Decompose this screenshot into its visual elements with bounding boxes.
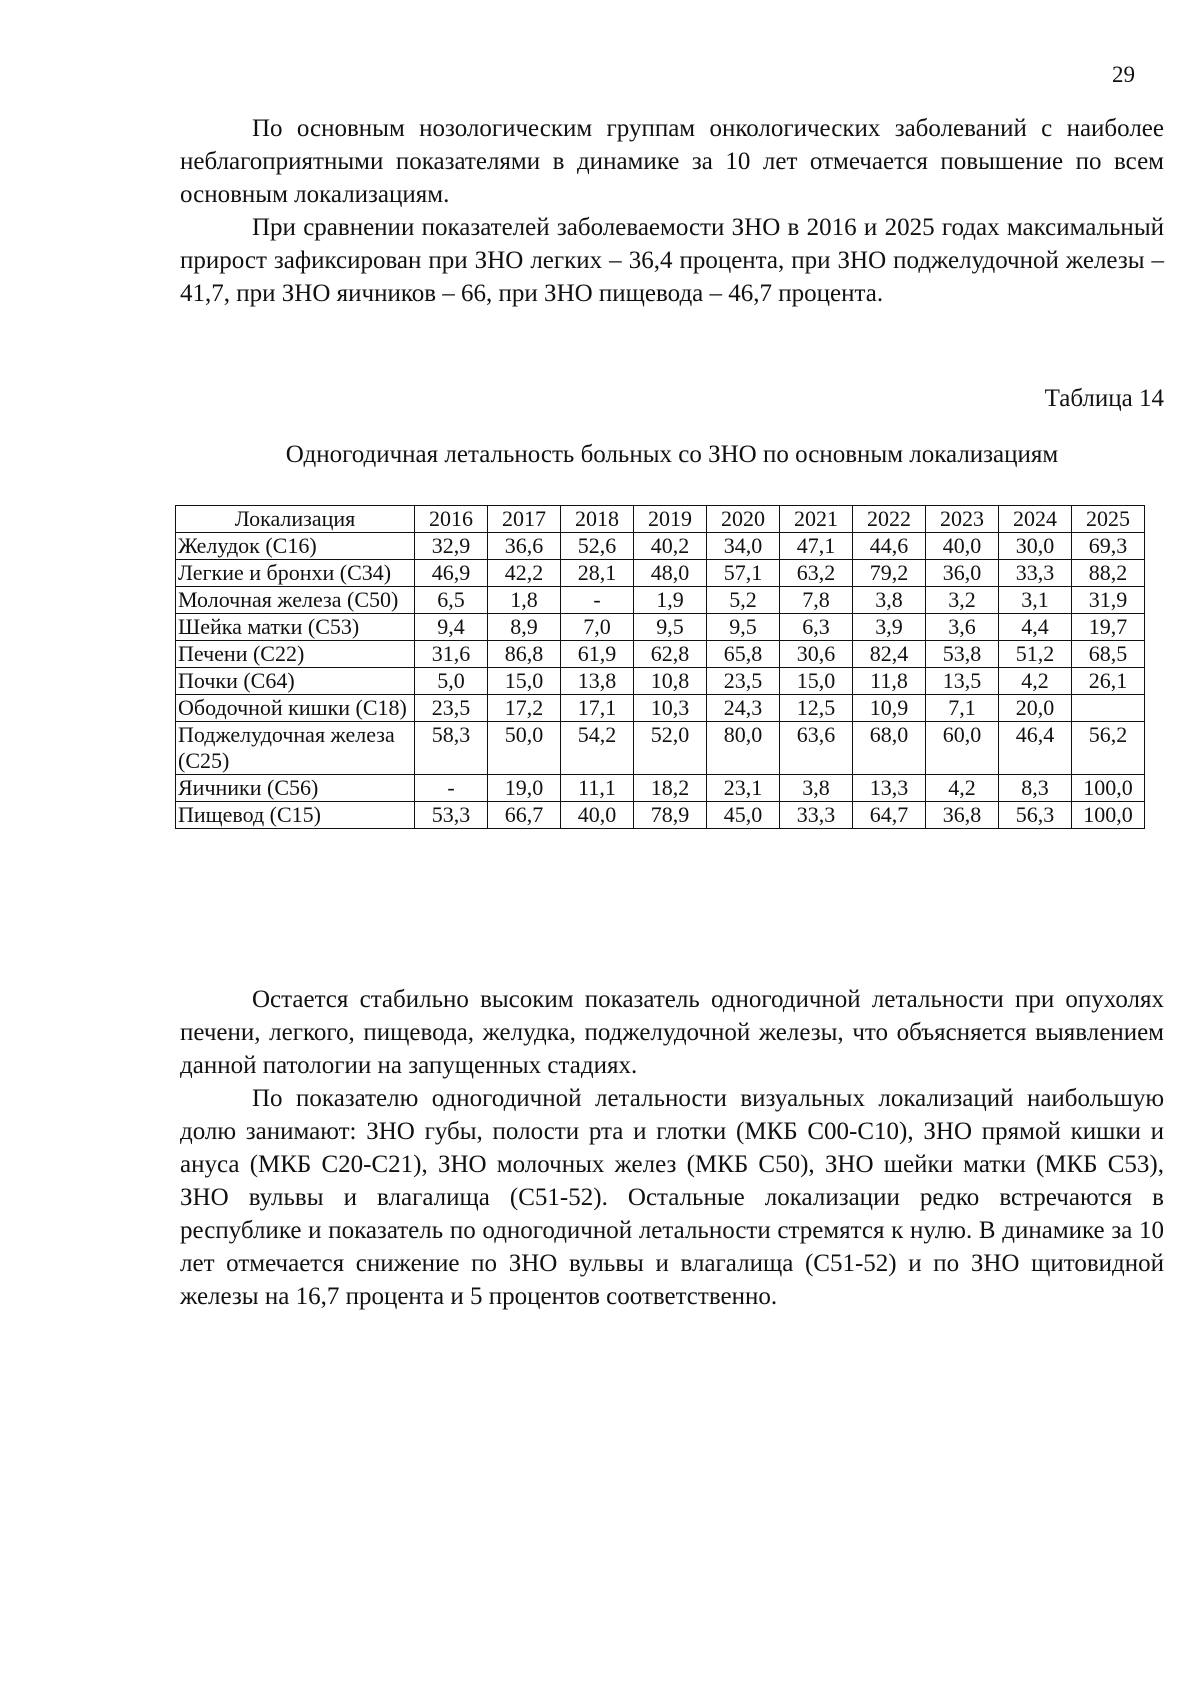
value-cell: 33,3 <box>999 560 1072 587</box>
value-cell: 82,4 <box>853 641 926 668</box>
localization-cell: Поджелудочная железа (С25) <box>176 722 415 775</box>
value-cell: 88,2 <box>1072 560 1145 587</box>
value-cell: 60,0 <box>926 722 999 775</box>
value-cell: 28,1 <box>561 560 634 587</box>
value-cell: 48,0 <box>634 560 707 587</box>
value-cell: 36,6 <box>488 533 561 560</box>
value-cell: 53,3 <box>415 802 488 829</box>
value-cell: 32,9 <box>415 533 488 560</box>
value-cell: 4,2 <box>926 775 999 802</box>
value-cell: 3,1 <box>999 587 1072 614</box>
value-cell: 100,0 <box>1072 775 1145 802</box>
mortality-table <box>175 505 1145 829</box>
value-cell: 3,8 <box>853 587 926 614</box>
value-cell: 3,9 <box>853 614 926 641</box>
table-row <box>176 722 1145 775</box>
value-cell: 33,3 <box>780 802 853 829</box>
value-cell: 19,7 <box>1072 614 1145 641</box>
value-cell: 86,8 <box>488 641 561 668</box>
value-cell: - <box>415 775 488 802</box>
table-row <box>176 560 1145 587</box>
value-cell: 5,0 <box>415 668 488 695</box>
table-caption: Таблица 14 <box>1044 385 1164 412</box>
localization-cell: Легкие и бронхи (С34) <box>176 560 415 587</box>
value-cell: 65,8 <box>707 641 780 668</box>
value-cell: 79,2 <box>853 560 926 587</box>
value-cell: 30,6 <box>780 641 853 668</box>
value-cell: 3,6 <box>926 614 999 641</box>
value-cell: 8,9 <box>488 614 561 641</box>
value-cell: 34,0 <box>707 533 780 560</box>
value-cell: 1,8 <box>488 587 561 614</box>
value-cell: 45,0 <box>707 802 780 829</box>
header-year: 2017 <box>488 506 561 533</box>
localization-cell: Печени (С22) <box>176 641 415 668</box>
value-cell: 63,2 <box>780 560 853 587</box>
table-row <box>176 641 1145 668</box>
value-cell: 46,4 <box>999 722 1072 775</box>
value-cell: 9,4 <box>415 614 488 641</box>
table-title: Одногодичная летальность больных со ЗНО по основным локализациям <box>285 441 1059 468</box>
value-cell: 42,2 <box>488 560 561 587</box>
value-cell: 44,6 <box>853 533 926 560</box>
value-cell: 10,9 <box>853 695 926 722</box>
table-row <box>176 587 1145 614</box>
value-cell: 54,2 <box>561 722 634 775</box>
table-row <box>176 775 1145 802</box>
header-year: 2019 <box>634 506 707 533</box>
value-cell: 4,2 <box>999 668 1072 695</box>
value-cell: 17,1 <box>561 695 634 722</box>
conclusion-text <box>180 983 1164 1313</box>
value-cell: 11,8 <box>853 668 926 695</box>
value-cell: 19,0 <box>488 775 561 802</box>
table-row <box>176 668 1145 695</box>
table-row <box>176 614 1145 641</box>
value-cell: 15,0 <box>780 668 853 695</box>
table-body <box>176 533 1145 829</box>
value-cell: 68,5 <box>1072 641 1145 668</box>
value-cell: 23,5 <box>707 668 780 695</box>
table-row <box>176 533 1145 560</box>
header-year: 2025 <box>1072 506 1145 533</box>
value-cell: 1,9 <box>634 587 707 614</box>
value-cell: 23,5 <box>415 695 488 722</box>
value-cell: 50,0 <box>488 722 561 775</box>
value-cell: 40,2 <box>634 533 707 560</box>
value-cell: 3,8 <box>780 775 853 802</box>
value-cell: 18,2 <box>634 775 707 802</box>
header-year: 2022 <box>853 506 926 533</box>
value-cell: 100,0 <box>1072 802 1145 829</box>
localization-cell: Желудок (С16) <box>176 533 415 560</box>
table-row <box>176 695 1145 722</box>
value-cell: 63,6 <box>780 722 853 775</box>
table-row <box>176 802 1145 829</box>
intro-paragraph-1: По основным нозологическим группам онкологических заболеваний с наиболее неблагоприятными показателями в динамике за 10 лет отмечается повышение по всем основным локализациям. <box>180 115 1164 208</box>
value-cell: 3,2 <box>926 587 999 614</box>
value-cell: 5,2 <box>707 587 780 614</box>
value-cell: 15,0 <box>488 668 561 695</box>
localization-cell: Почки (С64) <box>176 668 415 695</box>
value-cell: 56,3 <box>999 802 1072 829</box>
value-cell: 69,3 <box>1072 533 1145 560</box>
value-cell: 6,3 <box>780 614 853 641</box>
value-cell: 47,1 <box>780 533 853 560</box>
value-cell: 31,9 <box>1072 587 1145 614</box>
value-cell: 52,0 <box>634 722 707 775</box>
value-cell: 13,8 <box>561 668 634 695</box>
value-cell: 58,3 <box>415 722 488 775</box>
value-cell: - <box>561 587 634 614</box>
value-cell: 52,6 <box>561 533 634 560</box>
value-cell: 78,9 <box>634 802 707 829</box>
value-cell: 53,8 <box>926 641 999 668</box>
header-year: 2020 <box>707 506 780 533</box>
page-number: 29 <box>1112 62 1135 87</box>
value-cell: 13,5 <box>926 668 999 695</box>
localization-cell: Молочная железа (С50) <box>176 587 415 614</box>
value-cell: 40,0 <box>926 533 999 560</box>
value-cell: 31,6 <box>415 641 488 668</box>
value-cell: 20,0 <box>999 695 1072 722</box>
value-cell: 30,0 <box>999 533 1072 560</box>
value-cell: 10,8 <box>634 668 707 695</box>
value-cell: 61,9 <box>561 641 634 668</box>
value-cell: 11,1 <box>561 775 634 802</box>
value-cell: 36,8 <box>926 802 999 829</box>
value-cell: 26,1 <box>1072 668 1145 695</box>
value-cell: 68,0 <box>853 722 926 775</box>
value-cell: 51,2 <box>999 641 1072 668</box>
localization-cell: Пищевод (С15) <box>176 802 415 829</box>
value-cell: 7,0 <box>561 614 634 641</box>
value-cell: 23,1 <box>707 775 780 802</box>
conclusion-paragraph-2: По показателю одногодичной летальности визуальных локализаций наибольшую долю занимают: ЗНО губы, полости рта и глотки (МКБ С00-С10), ЗНО прямой кишки и ануса (МКБ С20-С21), ЗНО молочных желез (МКБ С50), ЗНО шейки матки (МКБ С53), ЗНО вульвы и влагалища (С51-52). Остальные локализации редко встречаются в республике и показатель по одногодичной летальности стремятся к нулю. В динамике за 10 лет отмечается снижение по ЗНО вульвы и влагалища (С51-52) и по ЗНО щитовидной железы на 16,7 процента и 5 процентов соответственно. <box>180 1085 1164 1310</box>
header-year: 2024 <box>999 506 1072 533</box>
value-cell: 12,5 <box>780 695 853 722</box>
value-cell: 56,2 <box>1072 722 1145 775</box>
header-localization: Локализация <box>176 506 415 533</box>
value-cell: 10,3 <box>634 695 707 722</box>
value-cell: 36,0 <box>926 560 999 587</box>
value-cell: 6,5 <box>415 587 488 614</box>
value-cell: 8,3 <box>999 775 1072 802</box>
value-cell: 7,8 <box>780 587 853 614</box>
value-cell: 4,4 <box>999 614 1072 641</box>
value-cell: 80,0 <box>707 722 780 775</box>
value-cell: 64,7 <box>853 802 926 829</box>
header-year: 2016 <box>415 506 488 533</box>
header-year: 2018 <box>561 506 634 533</box>
localization-cell: Шейка матки (С53) <box>176 614 415 641</box>
value-cell: 17,2 <box>488 695 561 722</box>
value-cell <box>1072 695 1145 722</box>
intro-text <box>180 112 1164 310</box>
intro-paragraph-2: При сравнении показателей заболеваемости ЗНО в 2016 и 2025 годах максимальный прирост зафиксирован при ЗНО легких – 36,4 процента, при ЗНО поджелудочной железы – 41,7, при ЗНО яичников – 66, при ЗНО пищевода – 46,7 процента. <box>180 214 1164 307</box>
value-cell: 62,8 <box>634 641 707 668</box>
value-cell: 9,5 <box>634 614 707 641</box>
localization-cell: Ободочной кишки (С18) <box>176 695 415 722</box>
value-cell: 7,1 <box>926 695 999 722</box>
value-cell: 46,9 <box>415 560 488 587</box>
header-year: 2021 <box>780 506 853 533</box>
value-cell: 9,5 <box>707 614 780 641</box>
value-cell: 13,3 <box>853 775 926 802</box>
value-cell: 66,7 <box>488 802 561 829</box>
localization-cell: Яичники (С56) <box>176 775 415 802</box>
table-header-row <box>176 506 1145 533</box>
value-cell: 57,1 <box>707 560 780 587</box>
value-cell: 40,0 <box>561 802 634 829</box>
header-year: 2023 <box>926 506 999 533</box>
conclusion-paragraph-1: Остается стабильно высоким показатель одногодичной летальности при опухолях печени, легкого, пищевода, желудка, поджелудочной железы, что объясняется выявлением данной патологии на запущенных стадиях. <box>180 986 1164 1079</box>
value-cell: 24,3 <box>707 695 780 722</box>
